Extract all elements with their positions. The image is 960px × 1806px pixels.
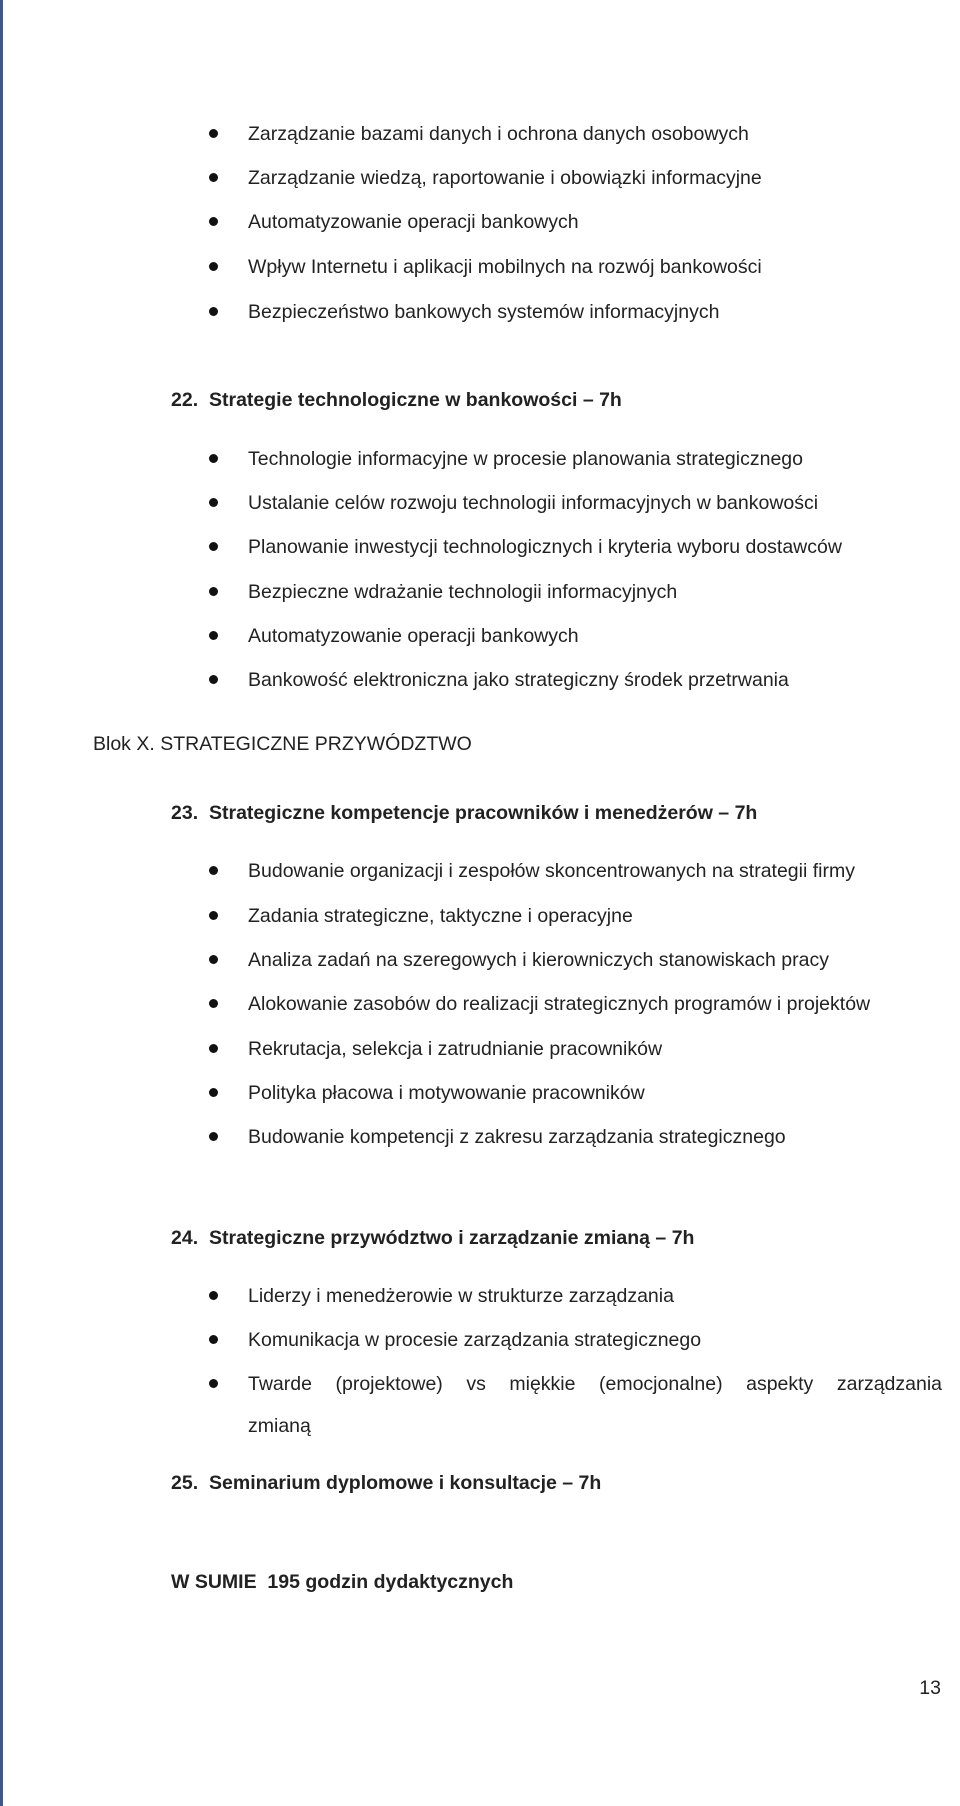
bullet-icon [209, 631, 218, 640]
section-number: 25. [171, 1472, 199, 1494]
section-title: Strategiczne przywództwo i zarządzanie zmianą – 7h [209, 1227, 695, 1249]
list-item-text: Bankowość elektroniczna jako strategiczny środek przetrwania [248, 669, 789, 691]
bullet-icon [209, 454, 218, 463]
list-item-text: Rekrutacja, selekcja i zatrudnianie pracowników [248, 1038, 663, 1060]
list-item-text-line-2: zmianą [248, 1415, 311, 1437]
bullet-icon [209, 1088, 218, 1097]
list-item-text: Automatyzowanie operacji bankowych [248, 625, 579, 647]
bullet-icon [209, 1132, 218, 1141]
section-number: 23. [171, 802, 199, 824]
bullet-icon [209, 999, 218, 1008]
bullet-icon [209, 911, 218, 920]
list-item-text: Zarządzanie wiedzą, raportowanie i obowiązki informacyjne [248, 167, 762, 189]
list-item-text: Wpływ Internetu i aplikacji mobilnych na rozwój bankowości [248, 256, 762, 278]
section-number: 24. [171, 1227, 199, 1249]
list-item-text: Komunikacja w procesie zarządzania strategicznego [248, 1329, 702, 1351]
bullet-icon [209, 587, 218, 596]
bullet-icon [209, 173, 218, 182]
bullet-icon [209, 1291, 218, 1300]
section-number: 22. [171, 389, 199, 411]
bullet-icon [209, 1044, 218, 1053]
list-item-text: Polityka płacowa i motywowanie pracowników [248, 1082, 645, 1104]
list-item-text: Zarządzanie bazami danych i ochrona danych osobowych [248, 123, 749, 145]
bullet-icon [209, 675, 218, 684]
bullet-icon [209, 129, 218, 138]
list-item-text: Zadania strategiczne, taktyczne i operacyjne [248, 905, 633, 927]
list-item-text: Alokowanie zasobów do realizacji strategicznych programów i projektów [248, 993, 871, 1015]
bullet-icon [209, 1335, 218, 1344]
list-item-text: Bezpieczne wdrażanie technologii informacyjnych [248, 581, 678, 603]
bullet-icon [209, 217, 218, 226]
list-item-text: Budowanie organizacji i zespołów skoncentrowanych na strategii firmy [248, 860, 855, 882]
bullet-icon [209, 866, 218, 875]
list-item-text: Bezpieczeństwo bankowych systemów informacyjnych [248, 301, 720, 323]
section-title: Seminarium dyplomowe i konsultacje – 7h [209, 1472, 602, 1494]
list-item-text: Automatyzowanie operacji bankowych [248, 211, 579, 233]
bullet-icon [209, 307, 218, 316]
page-number: 13 [919, 1677, 941, 1699]
list-item-text: Ustalanie celów rozwoju technologii informacyjnych w bankowości [248, 492, 819, 514]
section-title: Strategie technologiczne w bankowości – 7h [209, 389, 622, 411]
section-title: Strategiczne kompetencje pracowników i menedżerów – 7h [209, 802, 758, 824]
list-item-text: Planowanie inwestycji technologicznych i kryteria wyboru dostawców [248, 536, 842, 558]
bullet-icon [209, 1379, 218, 1388]
bullet-icon [209, 262, 218, 271]
block-title: Blok X. STRATEGICZNE PRZYWÓDZTWO [93, 733, 472, 755]
list-item-text: Technologie informacyjne w procesie planowania strategicznego [248, 448, 803, 470]
list-item-text: Analiza zadań na szeregowych i kierowniczych stanowiskach pracy [248, 949, 829, 971]
bullet-icon [209, 955, 218, 964]
list-item-text-line-1: Twarde (projektowe) vs miękkie (emocjonalne) aspekty zarządzania [248, 1373, 942, 1395]
page-left-border [0, 0, 3, 1806]
list-item-text: Budowanie kompetencji z zakresu zarządzania strategicznego [248, 1126, 786, 1148]
bullet-icon [209, 542, 218, 551]
total-hours: W SUMIE 195 godzin dydaktycznych [171, 1571, 514, 1593]
bullet-icon [209, 498, 218, 507]
list-item-text: Liderzy i menedżerowie w strukturze zarządzania [248, 1285, 674, 1307]
